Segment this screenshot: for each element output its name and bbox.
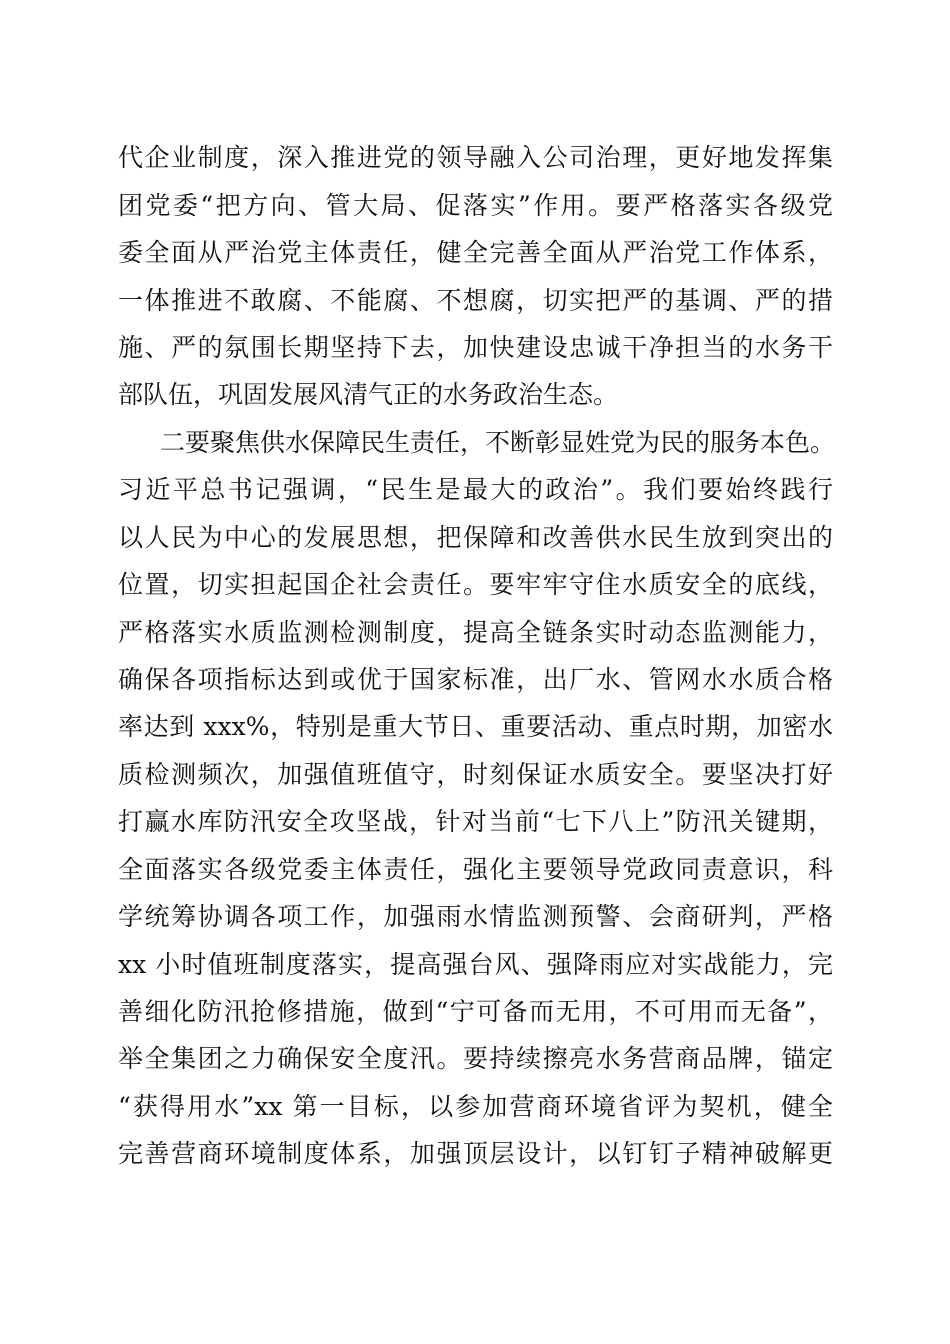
text-line: 位置，切实担起国企社会责任。要牢牢守住水质安全的底线， xyxy=(118,570,833,599)
text-line: 质检测频次，加强值班值守，时刻保证水质安全。要坚决打好 xyxy=(118,760,833,789)
text-line: 施、严的氛围长期坚持下去，加快建设忠诚干净担当的水务干 xyxy=(118,333,833,362)
text-line: 完善营商环境制度体系，加强顶层设计，以钉钉子精神破解更 xyxy=(118,1139,833,1168)
text-line: 习近平总书记强调，“民生是最大的政治”。我们要始终践行 xyxy=(118,475,833,504)
text-line: 学统筹协调各项工作，加强雨水情监测预警、会商研判，严格 xyxy=(118,902,833,931)
text-line: 全面落实各级党委主体责任，强化主要领导党政同责意识，科 xyxy=(118,855,833,884)
text-line: 打赢水库防汛安全攻坚战，针对当前“七下八上”防汛关键期， xyxy=(118,807,833,836)
text-line: 部队伍，巩固发展风清气正的水务政治生态。 xyxy=(118,380,619,409)
text-line: xx 小时值班制度落实，提高强台风、强降雨应对实战能力，完 xyxy=(118,950,833,979)
text-line: 委全面从严治党主体责任，健全完善全面从严治党工作体系， xyxy=(118,238,833,267)
text-line: “获得用水”xx 第一目标，以参加营商环境省评为契机，健全 xyxy=(118,1092,833,1121)
text-line: 严格落实水质监测检测制度，提高全链条实时动态监测能力， xyxy=(118,618,833,647)
text-line: 善细化防汛抢修措施，做到“宁可备而无用，不可用而无备”， xyxy=(118,997,833,1026)
paragraph-first-line: 二要聚焦供水保障民生责任，不断彰显姓党为民的服务本色。 xyxy=(160,428,836,457)
text-line: 一体推进不敢腐、不能腐、不想腐，切实把严的基调、严的措 xyxy=(118,286,833,315)
text-line: 团党委“把方向、管大局、促落实”作用。要严格落实各级党 xyxy=(118,191,833,220)
text-line: 举全集团之力确保安全度汛。要持续擦亮水务营商品牌，锚定 xyxy=(118,1044,833,1073)
text-line: 代企业制度，深入推进党的领导融入公司治理，更好地发挥集 xyxy=(118,143,833,172)
text-line: 率达到 xxx%，特别是重大节日、重要活动、重点时期，加密水 xyxy=(118,712,833,741)
text-line: 以人民为中心的发展思想，把保障和改善供水民生放到突出的 xyxy=(118,523,833,552)
text-line: 确保各项指标达到或优于国家标准，出厂水、管网水水质合格 xyxy=(118,665,833,694)
